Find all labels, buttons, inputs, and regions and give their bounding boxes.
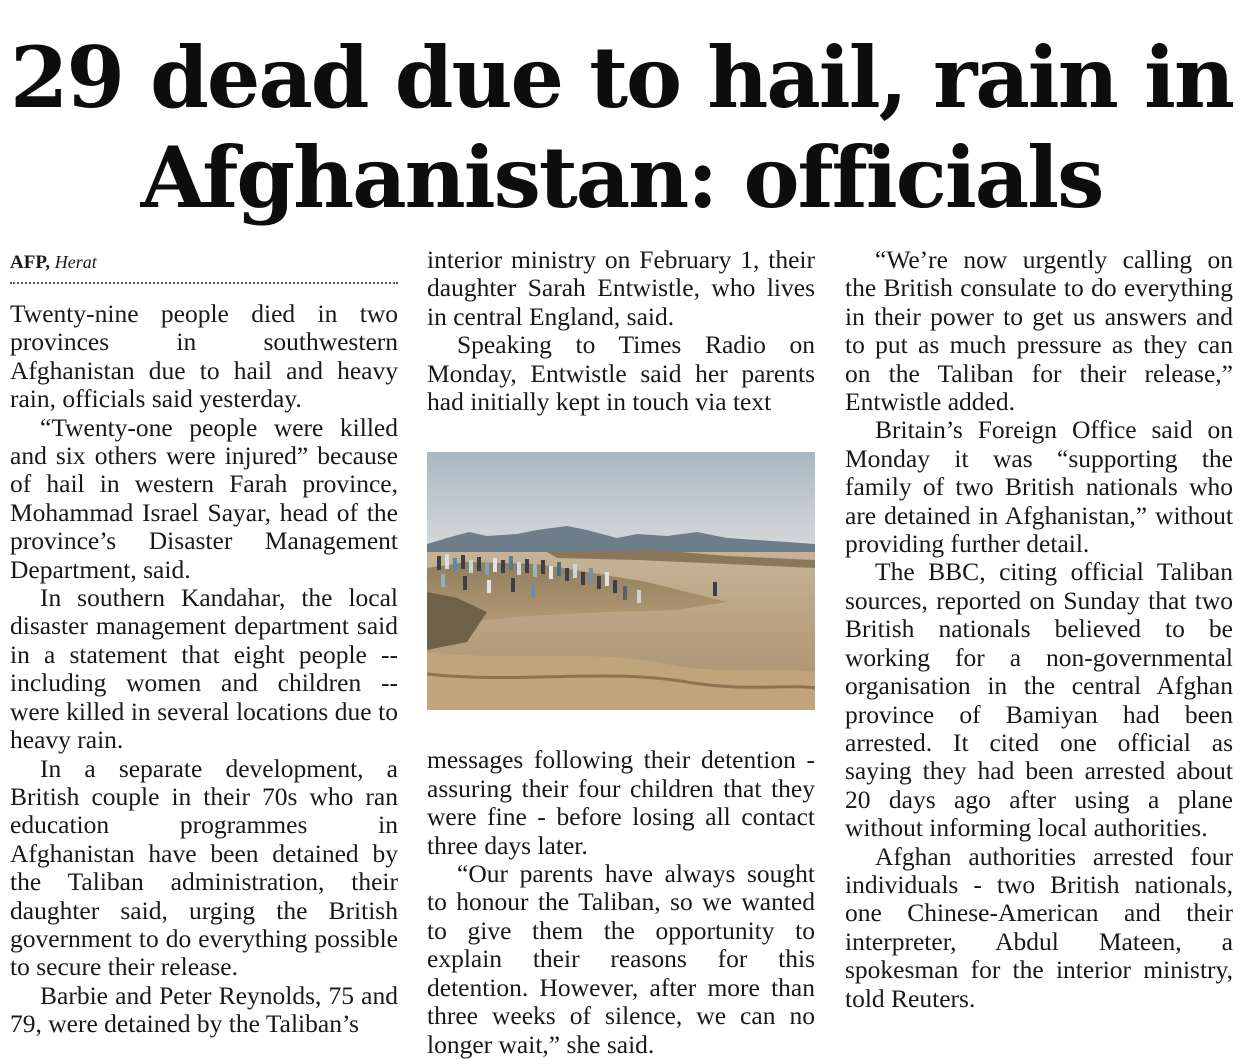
article-paragraph: interior ministry on February 1, their daughter Sarah Entwistle, who lives in central England, said. bbox=[427, 245, 815, 331]
article-paragraph: The BBC, citing official Taliban sources, reported on Sunday that two British nationals believed to be working for a non-governmental organisation in the central Afghan province of Bamiyan had been arrested. It cited one official as saying they had been arrested about 20 days ago after using a plane without informing local authorities. bbox=[845, 557, 1233, 843]
article-paragraph: Britain’s Foreign Office said on Monday it was “supporting the family of two British nationals who are detained in Afghanistan,” without providing further detail. bbox=[845, 415, 1233, 559]
headline-line-2: Afghanistan: officials bbox=[140, 128, 1103, 227]
article-column-3 bbox=[845, 246, 1233, 1013]
byline bbox=[10, 246, 398, 284]
news-photo bbox=[427, 452, 815, 710]
article-paragraph: Speaking to Times Radio on Monday, Entwistle said her parents had initially kept in touch via text bbox=[427, 330, 815, 417]
article-paragraph: In southern Kandahar, the local disaster management department said in a statement that eight people -- including women and children -- were killed in several locations due to heavy rain. bbox=[10, 583, 398, 755]
article-paragraph: In a separate development, a British couple in their 70s who ran education programmes in Afghanistan have been detained by the Taliban administration, their daughter said, urging the British government to do everything possible to secure their release. bbox=[10, 753, 398, 982]
article-paragraph: Barbie and Peter Reynolds, 75 and 79, were detained by the Taliban’s bbox=[10, 980, 398, 1039]
headline bbox=[0, 28, 1243, 228]
article-column-2 bbox=[427, 246, 815, 1059]
article-paragraph: Twenty-nine people died in two provinces in southwestern Afghanistan due to hail and heavy rain, officials said yesterday. bbox=[10, 299, 398, 414]
flood-scene-image bbox=[427, 452, 815, 710]
byline-agency: AFP, bbox=[10, 252, 50, 273]
article-paragraph: Afghan authorities arrested four individuals - two British nationals, one Chinese-American and their interpreter, Abdul Mateen, a spokesman for the interior ministry, told Reuters. bbox=[845, 841, 1233, 1013]
article-paragraph: “Twenty-one people were killed and six others were injured” because of hail in western Farah province, Mohammad Israel Sayar, head of the province’s Disaster Management Department, said. bbox=[10, 412, 398, 584]
article-paragraph: messages following their detention - assuring their four children that they were fine - before losing all contact three days later. bbox=[427, 745, 815, 860]
article-paragraph: “We’re now urgently calling on the British consulate to do everything in their power to get us answers and to put as much pressure as they can on the Taliban for their release,” Entwistle added. bbox=[845, 245, 1233, 417]
byline-place: Herat bbox=[54, 252, 97, 272]
article-paragraph: “Our parents have always sought to honour the Taliban, so we wanted to give them the opportunity to explain their reasons for this detention. However, after more than three weeks of silence, we can no longer wait,” she said. bbox=[427, 859, 815, 1059]
headline-line-1: 29 dead due to hail, rain in bbox=[10, 28, 1233, 127]
article-column-1 bbox=[10, 246, 398, 1039]
